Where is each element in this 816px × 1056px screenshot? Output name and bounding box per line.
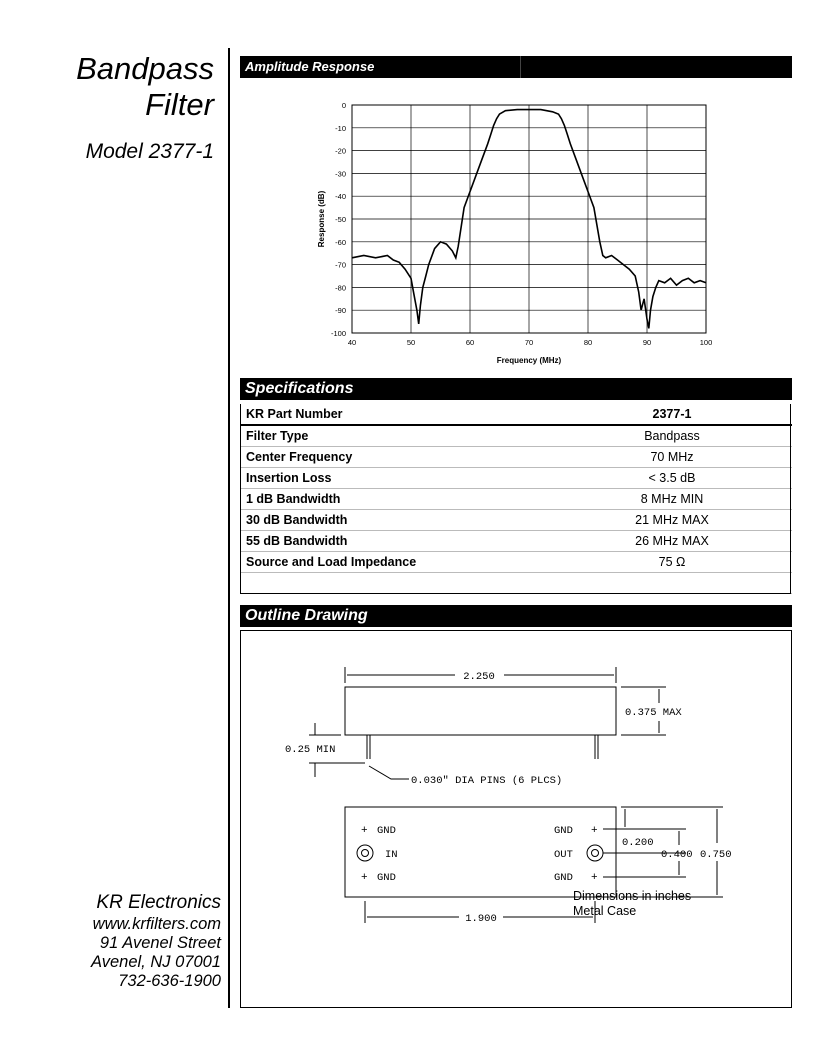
x-tick-label: 70 [524, 338, 534, 347]
spec-label: Filter Type [240, 425, 546, 447]
company-city: Avenel, NJ 07001 [91, 953, 221, 971]
input-pin-center-icon [362, 850, 369, 857]
pin-gnd-label: GND [554, 825, 573, 837]
amplitude-section-title: Amplitude Response [245, 59, 375, 74]
spec-label: 30 dB Bandwidth [240, 510, 546, 531]
part-number-value: 2377-1 [546, 404, 792, 425]
y-tick-label: -10 [335, 123, 346, 133]
part-number-label: KR Part Number [240, 404, 546, 425]
spec-value: < 3.5 dB [546, 468, 792, 489]
pin-gnd-label: GND [554, 872, 573, 884]
x-tick-label: 40 [347, 338, 357, 347]
specs-section-title: Specifications [245, 380, 354, 397]
y-tick-label: -40 [335, 192, 346, 202]
x-axis-label: Frequency (MHz) [496, 356, 562, 365]
spec-value [546, 573, 792, 594]
pin-gnd-label: GND [377, 825, 396, 837]
pin-out-label: OUT [554, 849, 573, 861]
spec-label: Insertion Loss [240, 468, 546, 489]
company-phone: 732-636-1900 [118, 972, 221, 990]
y-tick-label: -20 [335, 146, 346, 156]
amplitude-chart [310, 95, 720, 375]
input-pin-icon [357, 845, 373, 861]
spec-value: 70 MHz [546, 447, 792, 468]
spec-value: 26 MHz MAX [546, 531, 792, 552]
note-case: Metal Case [573, 904, 637, 918]
spec-value: 8 MHz MIN [546, 489, 792, 510]
specifications-table [240, 404, 792, 594]
y-tick-label: -50 [335, 215, 346, 224]
amplitude-section-header [240, 56, 792, 78]
y-tick-label: -60 [335, 237, 346, 247]
y-axis-label: Response (dB) [317, 190, 326, 248]
title-line-1: Bandpass [76, 51, 214, 86]
outline-drawing [240, 630, 792, 1008]
pin-in-label: IN [385, 849, 398, 861]
spec-value: 75 Ω [546, 552, 792, 573]
table-row [240, 468, 792, 489]
x-tick-label: 100 [699, 338, 713, 347]
table-row [240, 552, 792, 573]
dim-height: 0.375 MAX [625, 707, 682, 719]
pin-marker-icon: + [361, 825, 368, 837]
drawing-note [573, 889, 691, 919]
vertical-divider [228, 48, 230, 1008]
case-side-view [345, 687, 616, 735]
pin-marker-icon: + [591, 825, 598, 837]
specs-section-header [240, 378, 792, 400]
note-units: Dimensions in inches [573, 889, 692, 903]
spec-label [240, 573, 546, 594]
outline-section-header [240, 605, 792, 627]
header-divider [520, 56, 521, 78]
outline-drawing-svg [241, 631, 793, 1009]
spec-value: Bandpass [546, 425, 792, 447]
dim-pin-spacing: 0.200 [622, 837, 654, 849]
company-name: KR Electronics [96, 892, 221, 913]
company-street: 91 Avenel Street [99, 934, 221, 952]
table-row [240, 531, 792, 552]
spec-label: Center Frequency [240, 447, 546, 468]
x-tick-label: 80 [583, 338, 593, 347]
dim-pins: 0.030" DIA PINS (6 PLCS) [411, 775, 563, 787]
spec-label: 55 dB Bandwidth [240, 531, 546, 552]
y-tick-label: -90 [335, 306, 346, 316]
dim-pin-length: 0.25 MIN [285, 744, 336, 756]
outline-section-title: Outline Drawing [245, 607, 368, 624]
table-row [240, 425, 792, 447]
company-website[interactable]: www.krfilters.com [92, 915, 221, 933]
dim-length: 2.250 [463, 671, 495, 683]
output-pin-icon [587, 845, 603, 861]
table-row [240, 489, 792, 510]
title-line-2: Filter [145, 87, 214, 122]
y-tick-label: -100 [330, 329, 346, 338]
spec-label: Source and Load Impedance [240, 552, 546, 573]
pin-marker-icon: + [591, 872, 598, 884]
dim-leader [369, 766, 409, 779]
x-tick-label: 60 [465, 338, 475, 347]
table-row [240, 573, 792, 594]
x-tick-label: 50 [406, 338, 416, 347]
y-tick-label: -30 [335, 169, 346, 179]
y-tick-label: -80 [335, 283, 346, 293]
y-tick-label: -70 [335, 260, 346, 270]
table-row [240, 510, 792, 531]
dim-width: 0.750 [700, 849, 732, 861]
y-tick-label: 0 [341, 101, 346, 110]
pin-marker-icon: + [361, 872, 368, 884]
table-header-row [240, 404, 792, 425]
x-tick-label: 90 [642, 338, 652, 347]
table-row [240, 447, 792, 468]
spec-label: 1 dB Bandwidth [240, 489, 546, 510]
spec-value: 21 MHz MAX [546, 510, 792, 531]
output-pin-center-icon [592, 850, 599, 857]
dim-pin-row: 1.900 [465, 913, 497, 925]
pin-gnd-label: GND [377, 872, 396, 884]
dim-pin-span: 0.400 [661, 849, 693, 861]
model-number: Model 2377-1 [85, 140, 214, 163]
